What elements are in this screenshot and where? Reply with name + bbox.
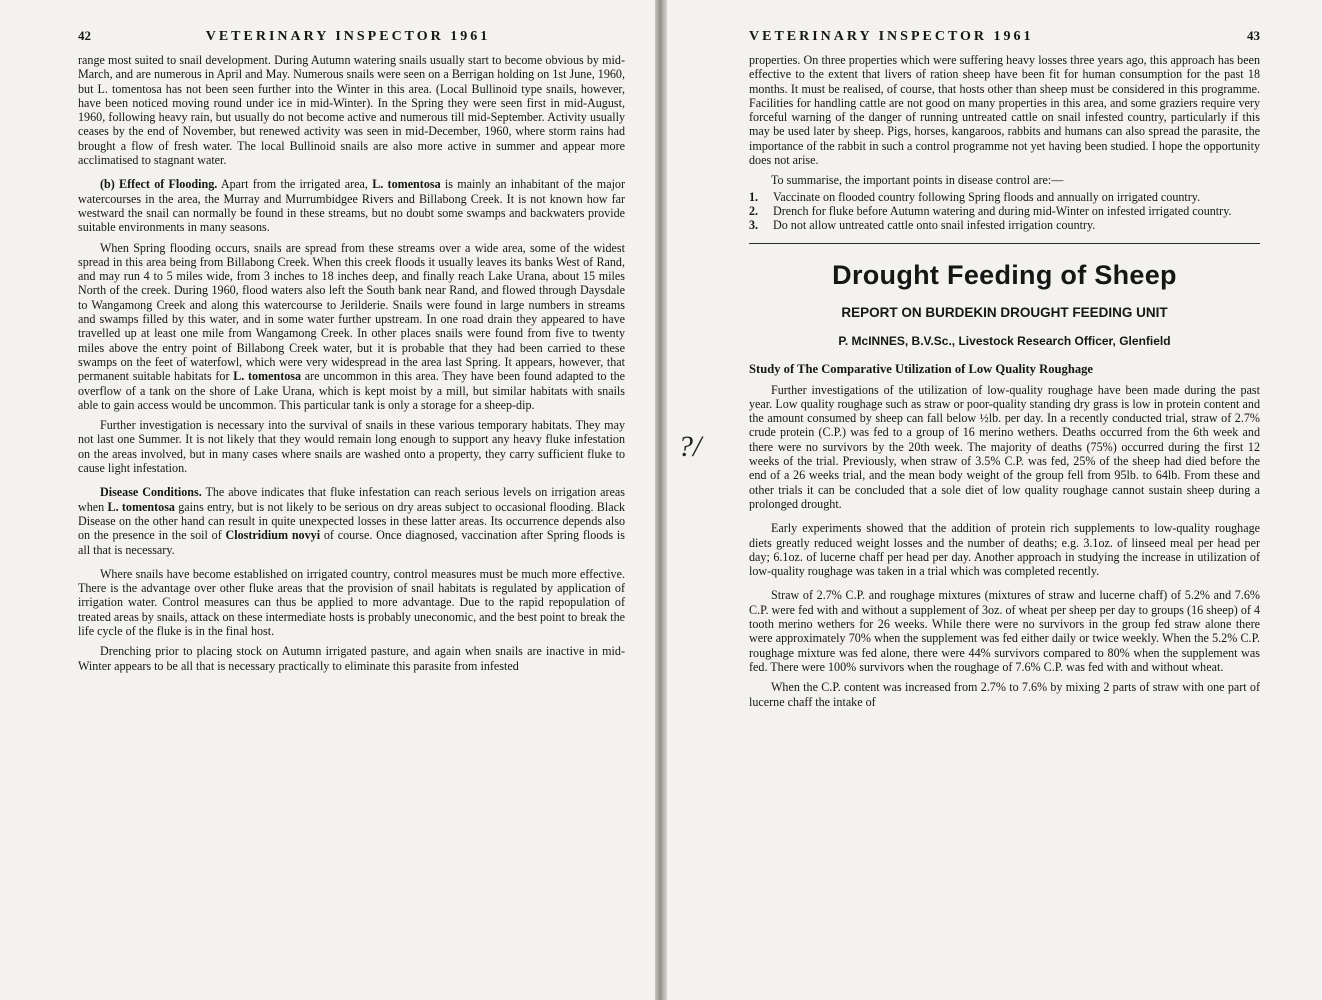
species-name: L. tomentosa: [372, 177, 441, 192]
article-author: P. McINNES, B.V.Sc., Livestock Research Officer, Glenfield: [838, 333, 1171, 348]
left-paragraph-6: Where snails have become established on irrigated country, control measures must be much more effective. There is the advantage over other fluke areas that the provision of snail habitats is regulated by application of irrigation water. Control measures can thus be applied to more advantage. Due to the rapid repopulation of treated areas by snails, attack on these intermediate hosts is probably uneconomic, and the best point to break the life cycle of the fluke is in the final host.: [78, 566, 625, 638]
right-page-number: 43: [1247, 28, 1260, 43]
control-point: [749, 190, 1260, 204]
flooding-text-a: Apart from the irrigated area,: [220, 177, 368, 192]
control-point: [749, 218, 1260, 232]
left-running-head: [78, 28, 625, 45]
study-heading: Study of The Comparative Utilization of Low Quality Roughage: [749, 361, 1094, 376]
right-page: [667, 0, 1322, 1000]
control-point-text: Drench for fluke before Autumn watering and during mid-Winter on infested irrigated country.: [773, 203, 1232, 218]
control-point-text: Do not allow untreated cattle onto snail infested irrigation country.: [773, 218, 1096, 233]
right-paragraph-2: Further investigations of the utilization of low-quality roughage have been made during the past year. Low quality roughage such as straw or poor-quality standing dry grass is low in protein content and the amount consumed by sheep can fall below ½lb. per day. In a recently conducted trial, straw of 2.7% crude protein (C.P.) was fed to a group of 16 merino wethers. Deaths occurred from the 6th week and there were no survivors by the 20th week. The majority of deaths (75%) occurred during the first 12 weeks of the trial. Previously, when straw of 3.5% C.P. was fed, 25% of the sheep had died before the end of a 26 weeks trial, and the mean body weight of the group fell from 95lb. to 64lb. From these and other trials it can be concluded that a sole diet of low quality roughage cannot sustain sheep during a prolonged drought.: [749, 382, 1260, 511]
flooding-text-b: is mainly an inhabitant of the major watercourses in the area, the Murray and Murrumbidgee Rivers and Billabong Creek. It is not known how far westward the snail can normally be found in these streams, but no doubt some swamps and backwaters provide suitable environments in many seasons.: [78, 177, 626, 235]
disease-heading: Disease Conditions.: [100, 485, 202, 500]
left-page: [0, 0, 655, 1000]
control-point-number: 2.: [749, 203, 759, 218]
left-paragraph-4: Further investigation is necessary into the survival of snails in these various temporary habitats. They may not last one Summer. It is not likely that they would remain long enough to support any heavy fluke infestation on the areas involved, but in many cases where snails are washed onto a property, they carry sufficient fluke to cause light infestation.: [78, 418, 625, 476]
left-journal-title: VETERINARY INSPECTOR 1961: [205, 29, 491, 44]
species-name: L. tomentosa: [107, 499, 175, 514]
article-title: Drought Feeding of Sheep: [832, 259, 1177, 290]
handwritten-margin-mark: ?/: [678, 430, 702, 463]
left-paragraph-disease: [78, 485, 625, 556]
left-paragraph-flooding: [78, 177, 625, 234]
left-paragraph-1: range most suited to snail development. During Autumn watering snails usually start to become obvious by mid-March, and are numerous in April and May. Numerous snails were seen on a Berrigan holding on 1st June, 1960, but L. tomentosa has not been seen further into the Winter in this area. (Local Bullinoid type snails, however, have been noticed moving round under ice in mid-Winter). In the Spring they were seen first in mid-August, 1960, following heavy rain, but usually do not become active and numerous till mid-September. Activity usually ceases by the end of November, but renewed activity was seen in mid-December, 1960, where storm rains had brought a flow of fresh water. The local Bullinoid snails are also more active in summer and appear more acclimatised to stagnant water.: [78, 53, 625, 168]
species-name: L. tomentosa: [233, 369, 302, 384]
control-point: [749, 204, 1260, 218]
right-journal-title: VETERINARY INSPECTOR 1961: [749, 29, 1034, 44]
right-running-head: [749, 28, 1260, 45]
disease-text-c: of course. Once diagnosed, vaccination after Spring floods is all that is necessary.: [78, 528, 625, 557]
control-point-number: 3.: [749, 218, 759, 233]
article-subtitle: REPORT ON BURDEKIN DROUGHT FEEDING UNIT: [841, 304, 1168, 320]
disease-text-b: gains entry, but is not likely to be serious on dry areas subject to occasional flooding. Black Disease on the other hand can result in quite unexpected losses in these latter areas. Its occurrence depends also on the presence in the soil of: [78, 499, 626, 543]
right-paragraph-1: properties. On three properties which were suffering heavy losses three years ago, this approach has been effective to the extent that livers of ration sheep have been fit for human consumption for the past 18 months. It must be realised, of course, that hosts other than sheep must be considered in this programme. Facilities for handling cattle are not good on many properties in this area, and some graziers require very forceful warning of the danger of running untreated cattle on snail infested country, particularly if this may be used later by sheep. Pigs, horses, kangaroos, rabbits and humans can also spread the parasite, the importance of the rabbit in such a control programme not yet having been studied. I hope the opportunity does not arise.: [749, 53, 1260, 168]
article-divider: [749, 243, 1260, 244]
disease-text-a: The above indicates that fluke infestation can reach serious levels on irrigation areas when: [78, 485, 626, 514]
right-paragraph-3: Early experiments showed that the addition of protein rich supplements to low-quality roughage diets greatly reduced weight losses and the number of deaths; e.g. 3.1oz. of linseed meal per head per day; 6.1oz. of lucerne chaff per head per day. Another approach in studying the increase in utilization of low-quality roughage was taken in a trial which was completed recently.: [749, 521, 1260, 579]
control-points-list: [749, 190, 1260, 233]
left-paragraph-3: [78, 241, 625, 413]
summary-intro: To summarise, the important points in disease control are:—: [771, 173, 1064, 188]
control-point-text: Vaccinate on flooded country following Spring floods and annually on irrigated country.: [773, 189, 1201, 204]
organism-name: Clostridium novyi: [225, 528, 321, 543]
left-paragraph-7: Drenching prior to placing stock on Autumn irrigated pasture, and again when snails are inactive in mid-Winter appears to be all that is necessary practically to eliminate this parasite from infested: [78, 644, 625, 673]
spread-text-b: are uncommon in this area. They have been found adapted to the overflow of a tank on the shore of Lake Urana, which is kept moist by a mill, but similar habitats with snails able to gain access would be uncommon. This particular tank is only a storage for a sheep-dip.: [78, 369, 625, 412]
right-paragraph-5: When the C.P. content was increased from 2.7% to 7.6% by mixing 2 parts of straw with one part of lucerne chaff the intake of: [749, 680, 1260, 709]
control-point-number: 1.: [749, 189, 759, 204]
left-page-number: 42: [78, 28, 91, 43]
flooding-heading: (b) Effect of Flooding.: [100, 177, 218, 192]
spread-text-a: When Spring flooding occurs, snails are spread from these streams over a wide area, some of the widest spread in this area being from Billabong Creek. When this creek floods it usually leaves its banks West of Rand, and may run 4 to 5 miles wide, from 3 inches to 18 inches deep, and finally reach Lake Urana, about 15 miles North of the creek. During 1960, flood waters also left the South bank near Rand, and flowed through Daysdale to Wangamong Creek and along this watercourse to Jerilderie. Snails were found in large numbers in streams and swamps filled by this water, and in some water further upstream. In one road drain they appeared to have travelled up at least one mile from Wangamong Creek. In other places snails were found from five to twenty miles above the entry point of Billabong Creek water, but it is probable that they had been carried to these swamps on the feet of waterfowl, which were very widespread in the area last Spring. It appears, however, that permanent suitable habitats for: [78, 240, 625, 384]
book-gutter: [655, 0, 667, 1000]
right-paragraph-4: Straw of 2.7% C.P. and roughage mixtures (mixtures of straw and lucerne chaff) of 5.2% and 7.6% C.P. were fed with and without a supplement of 3oz. of wheat per sheep per day to groups (16 sheep) of 4 tooth merino wethers for 26 weeks. While there were no survivors in the group fed straw alone there were approximately 70% when the supplement was fed either daily or twice weekly. When the 5.2% C.P. roughage mixture was fed alone, there were 44% survivors compared to 80% when the supplement was fed. There were 100% survivors when the roughage of 7.6% C.P. was fed with and without wheat.: [749, 588, 1260, 674]
